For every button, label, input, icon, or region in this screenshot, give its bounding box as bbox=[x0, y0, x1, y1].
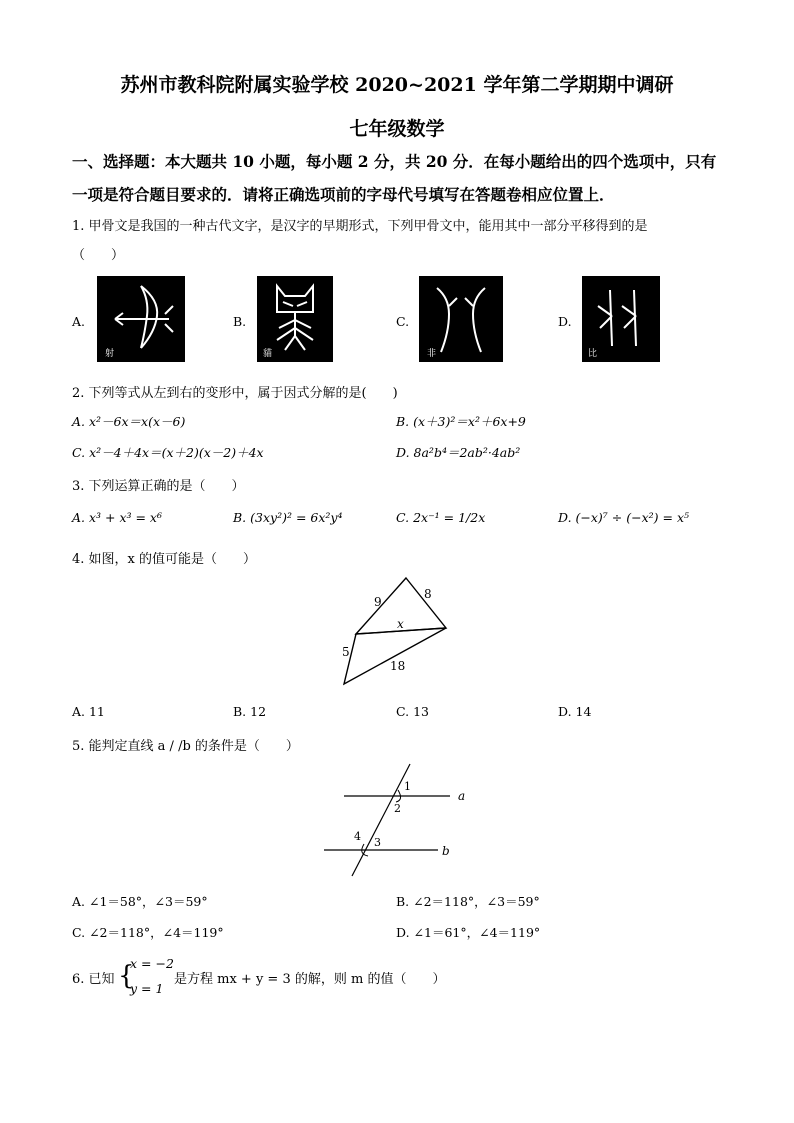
oracle-glyph-fei bbox=[419, 276, 503, 362]
section-instruction-line2: 一项是符合题目要求的．请将正确选项前的字母代号填写在答题卷相应位置上． bbox=[72, 185, 615, 204]
q5-line-b: b bbox=[442, 844, 450, 858]
q3-option-b: B. (3xy²)² = 6x²y⁴ bbox=[233, 510, 343, 525]
q1-label-a: A. bbox=[72, 314, 86, 329]
oracle-glyph-mao bbox=[257, 276, 333, 362]
q6-brace: { bbox=[118, 961, 135, 991]
q5-angle-4: 4 bbox=[354, 830, 361, 843]
q1-caption-d: 比 bbox=[588, 349, 598, 359]
q3-stem: 3. 下列运算正确的是（ ） bbox=[72, 479, 245, 494]
q4-option-d: D. 14 bbox=[558, 704, 592, 719]
page-subtitle: 七年级数学 bbox=[349, 118, 445, 140]
q5-option-c: C. ∠2＝118°，∠4＝119° bbox=[72, 925, 224, 940]
q2-option-d: D. 8a²b⁴＝2ab²·4ab² bbox=[396, 445, 521, 460]
q1-caption-b: 貓 bbox=[263, 349, 273, 359]
q1-paren: （ ） bbox=[72, 248, 125, 263]
q3-option-d: D. (−x)⁷ ÷ (−x²) = x⁵ bbox=[558, 510, 689, 525]
page-title: 苏州市教科院附属实验学校 2020~2021 学年第二学期期中调研 bbox=[120, 74, 674, 96]
oracle-glyph-she bbox=[97, 276, 185, 362]
q5-option-b: B. ∠2＝118°，∠3＝59° bbox=[396, 894, 540, 909]
q5-option-a: A. ∠1＝58°，∠3＝59° bbox=[72, 894, 208, 909]
q6-eq1: x = −2 bbox=[130, 956, 174, 971]
q5-angle-2: 2 bbox=[394, 802, 401, 815]
q4-stem: 4. 如图，x 的值可能是（ ） bbox=[72, 552, 256, 567]
q1-label-c: C. bbox=[396, 314, 410, 329]
q2-stem: 2. 下列等式从左到右的变形中，属于因式分解的是( ) bbox=[72, 386, 398, 401]
q4-option-c: C. 13 bbox=[396, 704, 429, 719]
q5-figure bbox=[318, 760, 478, 880]
q4-label-8: 8 bbox=[424, 587, 432, 601]
q1-caption-c: 非 bbox=[427, 349, 437, 359]
q1-caption-a: 射 bbox=[105, 349, 115, 359]
q1-label-d: D. bbox=[558, 314, 572, 329]
q1-stem: 1. 甲骨文是我国的一种古代文字，是汉字的早期形式，下列甲骨文中，能用其中一部分平移得到的是 bbox=[72, 219, 648, 234]
q5-angle-1: 1 bbox=[404, 780, 411, 793]
q6-pre: 6. 已知 bbox=[72, 972, 115, 987]
q5-angle-3: 3 bbox=[374, 836, 381, 849]
q2-option-b: B. (x＋3)²＝x²＋6x+9 bbox=[396, 414, 526, 429]
q2-option-a: A. x²－6x＝x(x－6) bbox=[72, 414, 186, 429]
q3-option-c: C. 2x⁻¹ = 1/2x bbox=[396, 510, 486, 525]
q5-option-d: D. ∠1＝61°，∠4＝119° bbox=[396, 925, 541, 940]
q5-line-a: a bbox=[458, 789, 466, 803]
q1-label-b: B. bbox=[233, 314, 247, 329]
q4-label-18: 18 bbox=[390, 659, 406, 673]
q4-label-5: 5 bbox=[342, 645, 350, 659]
q4-option-b: B. 12 bbox=[233, 704, 267, 719]
q4-label-9: 9 bbox=[374, 595, 382, 609]
q6-post: 是方程 mx + y = 3 的解，则 m 的值（ ） bbox=[174, 972, 446, 987]
q6-eq2: y = 1 bbox=[130, 981, 164, 996]
oracle-glyph-bi bbox=[582, 276, 660, 362]
section-instruction-line1: 一、选择题：本大题共 10 小题，每小题 2 分，共 20 分．在每小题给出的四个选项中，只有 bbox=[72, 152, 717, 171]
q2-option-c: C. x²－4＋4x＝(x＋2)(x－2)＋4x bbox=[72, 445, 264, 460]
q4-label-x: x bbox=[397, 617, 404, 631]
q4-figure bbox=[330, 570, 460, 692]
q4-option-a: A. 11 bbox=[72, 704, 105, 719]
q5-stem: 5. 能判定直线 a / /b 的条件是（ ） bbox=[72, 739, 299, 754]
q3-option-a: A. x³ + x³ = x⁶ bbox=[72, 510, 162, 525]
